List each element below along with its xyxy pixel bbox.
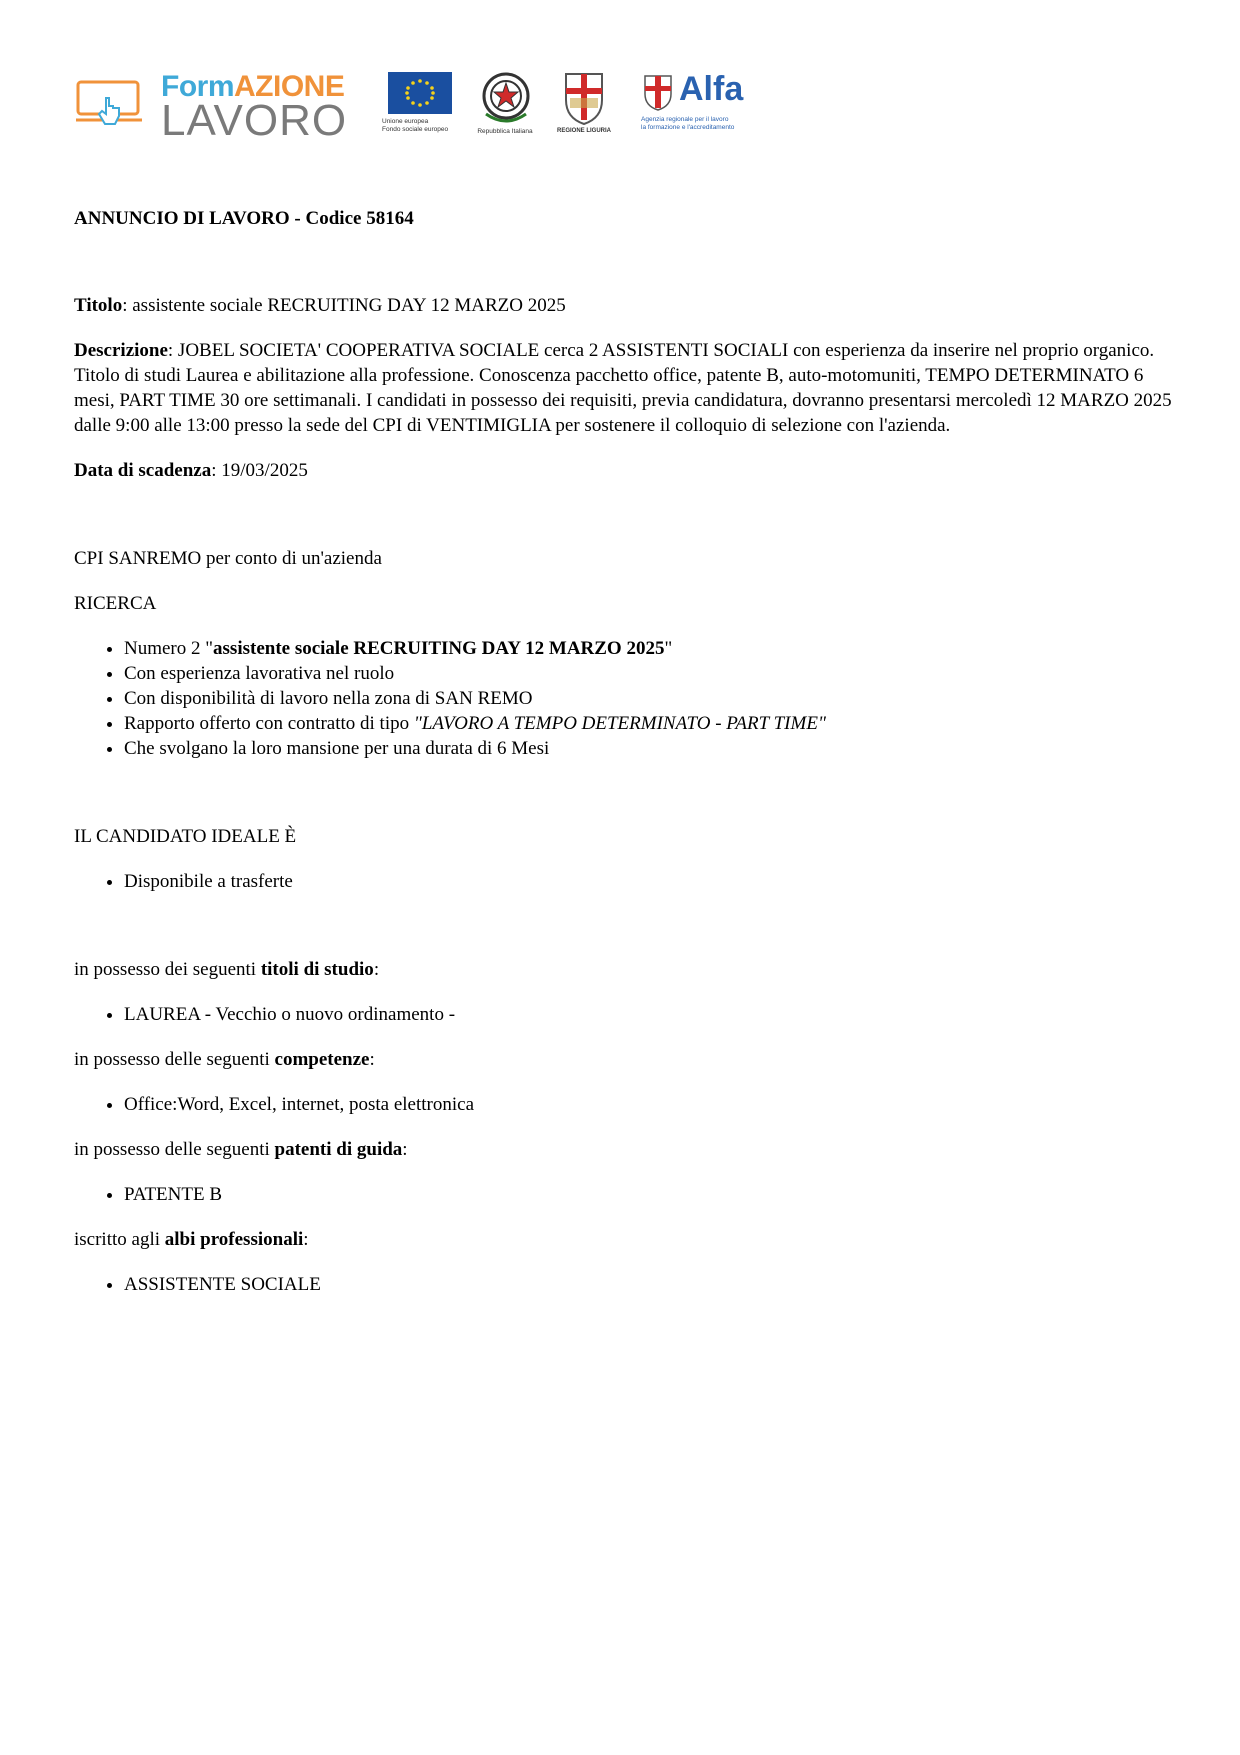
italy-emblem-logo (471, 70, 541, 144)
italy-caption: Repubblica Italiana (477, 128, 533, 135)
list-item: • Rapporto offerto con contratto di tipo "LAVORO A TEMPO DETERMINATO - PART TIME" (124, 711, 1174, 736)
description-paragraph: Descrizione: JOBEL SOCIETA' COOPERATIVA SOCIALE cerca 2 ASSISTENTI SOCIALI con esperienza da inserire nel proprio organico. Titolo di studi Laurea e abilitazione alla professione. Conoscenza pacchetto office, patente B, auto-motomuniti, TEMPO DETERMINATO 6 mesi, PART TIME 30 ore settimanali. I candidati in possesso dei requisiti, previa candidatura, dovranno presentarsi mercoledì 12 MARZO 2025 dalle 9:00 alle 13:00 presso la sede del CPI di VENTIMIGLIA per sostenere il colloquio di selezione con l'azienda. (74, 340, 1172, 436)
competenze-list (74, 1092, 1174, 1117)
list-item: • PATENTE B (124, 1182, 1174, 1207)
list-item: • Con disponibilità di lavoro nella zona di SAN REMO (124, 686, 1174, 711)
ricerca-heading: RICERCA (74, 593, 157, 614)
logo-form-text: FormAZIONE (161, 70, 345, 103)
liguria-caption: REGIONE LIGURIA (556, 128, 611, 134)
announcement-code: ANNUNCIO DI LAVORO - Codice 58164 (74, 208, 414, 229)
formazione-lavoro-logo (76, 66, 346, 146)
albi-list (74, 1272, 1174, 1297)
logo-lavoro-text: LAVORO (161, 96, 348, 145)
studio-list (74, 1002, 1174, 1027)
eu-logo (382, 72, 458, 142)
computer-hand-icon (76, 80, 144, 126)
list-item: • ASSISTENTE SOCIALE (124, 1272, 1174, 1297)
announcement-body (74, 206, 1174, 1297)
list-item: • Con esperienza lavorativa nel ruolo (124, 661, 1174, 686)
liguria-shield-icon (562, 70, 606, 126)
ricerca-list (74, 636, 1174, 761)
studio-heading: in possesso dei seguenti titoli di studio: (74, 959, 380, 980)
regione-liguria-logo (554, 70, 614, 144)
title-line: Titolo: assistente sociale RECRUITING DAY 12 MARZO 2025 (74, 295, 566, 316)
alfa-caption: Agenzia regionale per il lavoro la formazione e l'accreditamento (641, 116, 735, 131)
list-item: • LAUREA - Vecchio o nuovo ordinamento - (124, 1002, 1174, 1027)
list-item: • Office:Word, Excel, internet, posta elettronica (124, 1092, 1174, 1117)
patenti-heading: in possesso delle seguenti patenti di guida: (74, 1139, 408, 1160)
patenti-list (74, 1182, 1174, 1207)
eu-flag-icon (388, 72, 452, 114)
cpi-line: CPI SANREMO per conto di un'azienda (74, 548, 382, 569)
alfa-logo (641, 70, 771, 144)
list-item: • Disponibile a trasferte (124, 869, 1174, 894)
ideal-candidate-list (74, 869, 1174, 894)
competenze-heading: in possesso delle seguenti competenze: (74, 1049, 375, 1070)
alfa-wordmark: Alfa (679, 70, 744, 108)
deadline-line: Data di scadenza: 19/03/2025 (74, 460, 308, 481)
ideal-candidate-heading: IL CANDIDATO IDEALE È (74, 826, 297, 847)
albi-heading: iscritto agli albi professionali: (74, 1229, 309, 1250)
italy-emblem-icon (476, 70, 536, 126)
eu-caption: Unione europea Fondo sociale europeo (382, 118, 449, 133)
header-logos (76, 66, 776, 146)
list-item: • Che svolgano la loro mansione per una durata di 6 Mesi (124, 736, 1174, 761)
alfa-shield-icon (643, 74, 673, 112)
list-item: • Numero 2 "assistente sociale RECRUITING DAY 12 MARZO 2025" (124, 636, 1174, 661)
